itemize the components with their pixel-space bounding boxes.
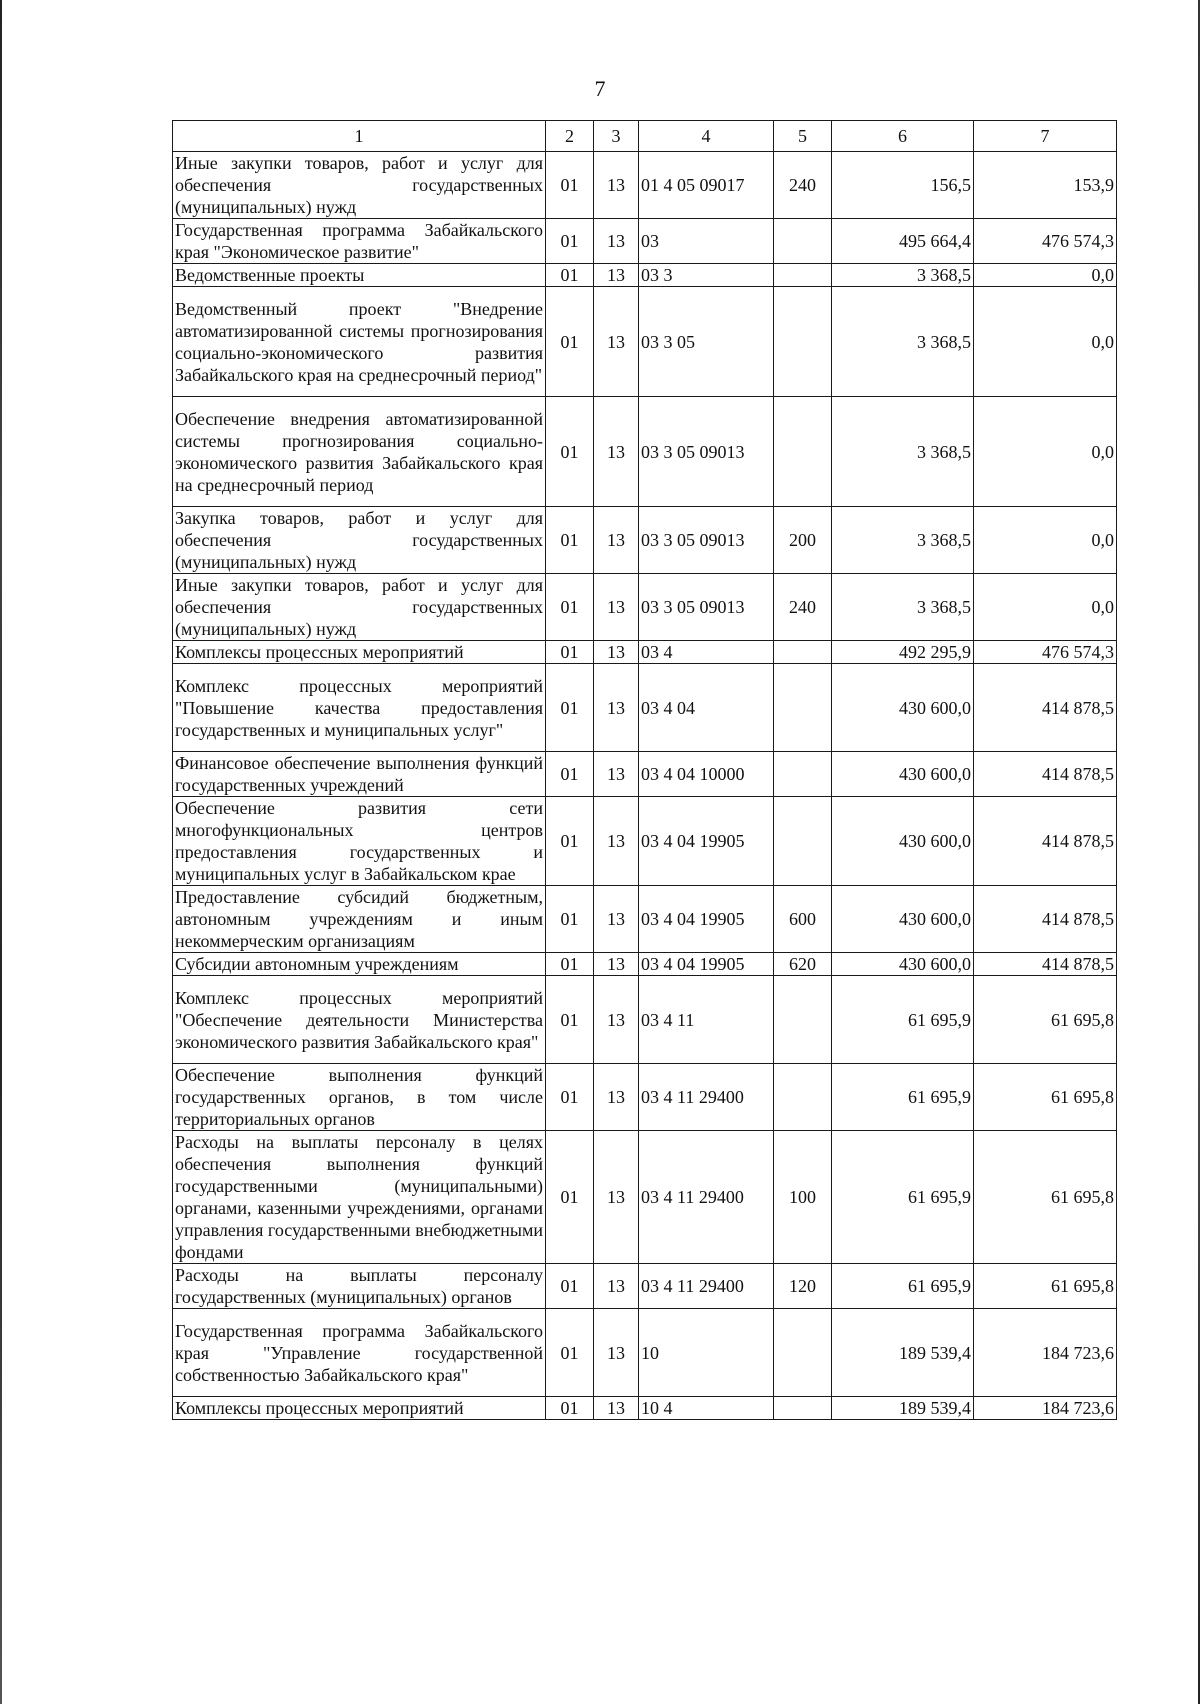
table-row — [173, 287, 1117, 397]
section-code: 01 — [546, 287, 594, 397]
expense-type-code — [774, 797, 832, 886]
row-name: Комплекс процессных мероприятий "Повышение качества предоставления государственных и муниципальных услуг" — [173, 664, 546, 752]
subsection-code: 13 — [594, 752, 639, 797]
subsection-code: 13 — [594, 1131, 639, 1264]
section-code: 01 — [546, 797, 594, 886]
subsection-code: 13 — [594, 1309, 639, 1397]
expense-type-code — [774, 641, 832, 664]
target-article-code: 10 4 — [639, 1397, 774, 1420]
target-article-code: 03 3 05 09013 — [639, 507, 774, 574]
expense-type-code: 200 — [774, 507, 832, 574]
table-row — [173, 886, 1117, 953]
subsection-code: 13 — [594, 976, 639, 1064]
row-name: Иные закупки товаров, работ и услуг для обеспечения государственных (муниципальных) нужд — [173, 152, 546, 219]
amount-col-6: 61 695,9 — [832, 1131, 974, 1264]
section-code: 01 — [546, 886, 594, 953]
section-code: 01 — [546, 219, 594, 264]
subsection-code: 13 — [594, 507, 639, 574]
amount-col-7: 61 695,8 — [974, 1264, 1117, 1309]
expense-type-code: 600 — [774, 886, 832, 953]
amount-col-6: 3 368,5 — [832, 264, 974, 287]
subsection-code: 13 — [594, 1264, 639, 1309]
amount-col-7: 0,0 — [974, 287, 1117, 397]
table-row — [173, 1264, 1117, 1309]
target-article-code: 03 4 11 29400 — [639, 1131, 774, 1264]
section-code: 01 — [546, 1397, 594, 1420]
expense-type-code: 240 — [774, 152, 832, 219]
amount-col-6: 495 664,4 — [832, 219, 974, 264]
row-name: Государственная программа Забайкальского края "Экономическое развитие" — [173, 219, 546, 264]
header-col-5: 5 — [774, 121, 832, 152]
section-code: 01 — [546, 752, 594, 797]
section-code: 01 — [546, 152, 594, 219]
section-code: 01 — [546, 1309, 594, 1397]
section-code: 01 — [546, 1064, 594, 1131]
expense-type-code — [774, 397, 832, 507]
target-article-code: 03 4 04 19905 — [639, 953, 774, 976]
subsection-code: 13 — [594, 287, 639, 397]
expense-type-code — [774, 287, 832, 397]
table-row — [173, 797, 1117, 886]
table-row — [173, 397, 1117, 507]
table-row — [173, 641, 1117, 664]
target-article-code: 03 4 11 — [639, 976, 774, 1064]
amount-col-7: 414 878,5 — [974, 752, 1117, 797]
row-name: Комплексы процессных мероприятий — [173, 1397, 546, 1420]
target-article-code: 03 3 — [639, 264, 774, 287]
subsection-code: 13 — [594, 886, 639, 953]
section-code: 01 — [546, 1264, 594, 1309]
row-name: Комплексы процессных мероприятий — [173, 641, 546, 664]
row-name: Обеспечение выполнения функций государственных органов, в том числе территориальных органов — [173, 1064, 546, 1131]
scan-left-edge — [0, 0, 2, 1704]
table-row — [173, 574, 1117, 641]
amount-col-7: 0,0 — [974, 397, 1117, 507]
amount-col-6: 492 295,9 — [832, 641, 974, 664]
table-row — [173, 1397, 1117, 1420]
header-col-4: 4 — [639, 121, 774, 152]
table-row — [173, 1064, 1117, 1131]
header-col-3: 3 — [594, 121, 639, 152]
expense-type-code: 120 — [774, 1264, 832, 1309]
table-row — [173, 664, 1117, 752]
amount-col-6: 61 695,9 — [832, 976, 974, 1064]
row-name: Расходы на выплаты персоналу государственных (муниципальных) органов — [173, 1264, 546, 1309]
header-row — [173, 121, 1117, 152]
amount-col-7: 184 723,6 — [974, 1309, 1117, 1397]
target-article-code: 03 4 11 29400 — [639, 1064, 774, 1131]
amount-col-6: 3 368,5 — [832, 287, 974, 397]
amount-col-6: 189 539,4 — [832, 1309, 974, 1397]
subsection-code: 13 — [594, 219, 639, 264]
section-code: 01 — [546, 641, 594, 664]
amount-col-6: 430 600,0 — [832, 953, 974, 976]
subsection-code: 13 — [594, 664, 639, 752]
section-code: 01 — [546, 264, 594, 287]
target-article-code: 10 — [639, 1309, 774, 1397]
target-article-code: 03 4 11 29400 — [639, 1264, 774, 1309]
amount-col-6: 430 600,0 — [832, 886, 974, 953]
row-name: Комплекс процессных мероприятий "Обеспечение деятельности Министерства экономического развития Забайкальского края" — [173, 976, 546, 1064]
expense-type-code — [774, 976, 832, 1064]
subsection-code: 13 — [594, 797, 639, 886]
row-name: Предоставление субсидий бюджетным, автономным учреждениям и иным некоммерческим организациям — [173, 886, 546, 953]
subsection-code: 13 — [594, 1064, 639, 1131]
subsection-code: 13 — [594, 574, 639, 641]
target-article-code: 03 3 05 — [639, 287, 774, 397]
expense-type-code: 100 — [774, 1131, 832, 1264]
row-name: Ведомственные проекты — [173, 264, 546, 287]
table-row — [173, 1309, 1117, 1397]
amount-col-6: 430 600,0 — [832, 664, 974, 752]
header-col-7: 7 — [974, 121, 1117, 152]
subsection-code: 13 — [594, 397, 639, 507]
section-code: 01 — [546, 397, 594, 507]
expense-type-code — [774, 1397, 832, 1420]
target-article-code: 03 3 05 09013 — [639, 397, 774, 507]
section-code: 01 — [546, 664, 594, 752]
target-article-code: 03 4 04 — [639, 664, 774, 752]
target-article-code: 03 4 04 19905 — [639, 886, 774, 953]
row-name: Иные закупки товаров, работ и услуг для обеспечения государственных (муниципальных) нужд — [173, 574, 546, 641]
section-code: 01 — [546, 574, 594, 641]
amount-col-7: 414 878,5 — [974, 664, 1117, 752]
table-body — [173, 152, 1117, 1420]
row-name: Субсидии автономным учреждениям — [173, 953, 546, 976]
section-code: 01 — [546, 953, 594, 976]
page-number: 7 — [594, 76, 606, 101]
amount-col-7: 61 695,8 — [974, 1131, 1117, 1264]
table-row — [173, 953, 1117, 976]
target-article-code: 03 4 04 19905 — [639, 797, 774, 886]
header-col-2: 2 — [546, 121, 594, 152]
expense-type-code — [774, 264, 832, 287]
table-row — [173, 752, 1117, 797]
header-col-1: 1 — [173, 121, 546, 152]
target-article-code: 03 3 05 09013 — [639, 574, 774, 641]
amount-col-7: 414 878,5 — [974, 886, 1117, 953]
amount-col-6: 430 600,0 — [832, 752, 974, 797]
row-name: Расходы на выплаты персоналу в целях обеспечения выполнения функций государственными (муниципальными) органами, казенными учреждениями, органами управления государственными внебюджетными фондами — [173, 1131, 546, 1264]
amount-col-6: 3 368,5 — [832, 397, 974, 507]
expense-type-code — [774, 1309, 832, 1397]
expense-type-code: 620 — [774, 953, 832, 976]
subsection-code: 13 — [594, 641, 639, 664]
amount-col-7: 476 574,3 — [974, 641, 1117, 664]
table-row — [173, 507, 1117, 574]
row-name: Финансовое обеспечение выполнения функций государственных учреждений — [173, 752, 546, 797]
subsection-code: 13 — [594, 264, 639, 287]
table-row — [173, 976, 1117, 1064]
amount-col-6: 61 695,9 — [832, 1264, 974, 1309]
amount-col-6: 3 368,5 — [832, 507, 974, 574]
table-row — [173, 264, 1117, 287]
amount-col-7: 476 574,3 — [974, 219, 1117, 264]
row-name: Закупка товаров, работ и услуг для обеспечения государственных (муниципальных) нужд — [173, 507, 546, 574]
target-article-code: 01 4 05 09017 — [639, 152, 774, 219]
subsection-code: 13 — [594, 152, 639, 219]
amount-col-6: 430 600,0 — [832, 797, 974, 886]
section-code: 01 — [546, 976, 594, 1064]
budget-table — [172, 120, 1117, 1420]
table-row — [173, 1131, 1117, 1264]
header-col-6: 6 — [832, 121, 974, 152]
row-name: Государственная программа Забайкальского края "Управление государственной собственностью Забайкальского края" — [173, 1309, 546, 1397]
subsection-code: 13 — [594, 1397, 639, 1420]
section-code: 01 — [546, 507, 594, 574]
table-header — [173, 121, 1117, 152]
expense-type-code — [774, 1064, 832, 1131]
amount-col-7: 0,0 — [974, 264, 1117, 287]
amount-col-7: 184 723,6 — [974, 1397, 1117, 1420]
amount-col-7: 0,0 — [974, 574, 1117, 641]
amount-col-6: 61 695,9 — [832, 1064, 974, 1131]
amount-col-7: 153,9 — [974, 152, 1117, 219]
amount-col-7: 0,0 — [974, 507, 1117, 574]
subsection-code: 13 — [594, 953, 639, 976]
amount-col-7: 61 695,8 — [974, 976, 1117, 1064]
amount-col-7: 414 878,5 — [974, 797, 1117, 886]
row-name: Обеспечение развития сети многофункциональных центров предоставления государственных и муниципальных услуг в Забайкальском крае — [173, 797, 546, 886]
target-article-code: 03 4 04 10000 — [639, 752, 774, 797]
amount-col-6: 189 539,4 — [832, 1397, 974, 1420]
amount-col-6: 3 368,5 — [832, 574, 974, 641]
amount-col-7: 414 878,5 — [974, 953, 1117, 976]
table-row — [173, 152, 1117, 219]
amount-col-7: 61 695,8 — [974, 1064, 1117, 1131]
expense-type-code — [774, 752, 832, 797]
expense-type-code — [774, 219, 832, 264]
expense-type-code — [774, 664, 832, 752]
expense-type-code: 240 — [774, 574, 832, 641]
section-code: 01 — [546, 1131, 594, 1264]
target-article-code: 03 — [639, 219, 774, 264]
table-row — [173, 219, 1117, 264]
row-name: Ведомственный проект "Внедрение автоматизированной системы прогнозирования социально-экономического развития Забайкальского края на среднесрочный период" — [173, 287, 546, 397]
amount-col-6: 156,5 — [832, 152, 974, 219]
target-article-code: 03 4 — [639, 641, 774, 664]
row-name: Обеспечение внедрения автоматизированной системы прогнозирования социально-экономического развития Забайкальского края на среднесрочный период — [173, 397, 546, 507]
